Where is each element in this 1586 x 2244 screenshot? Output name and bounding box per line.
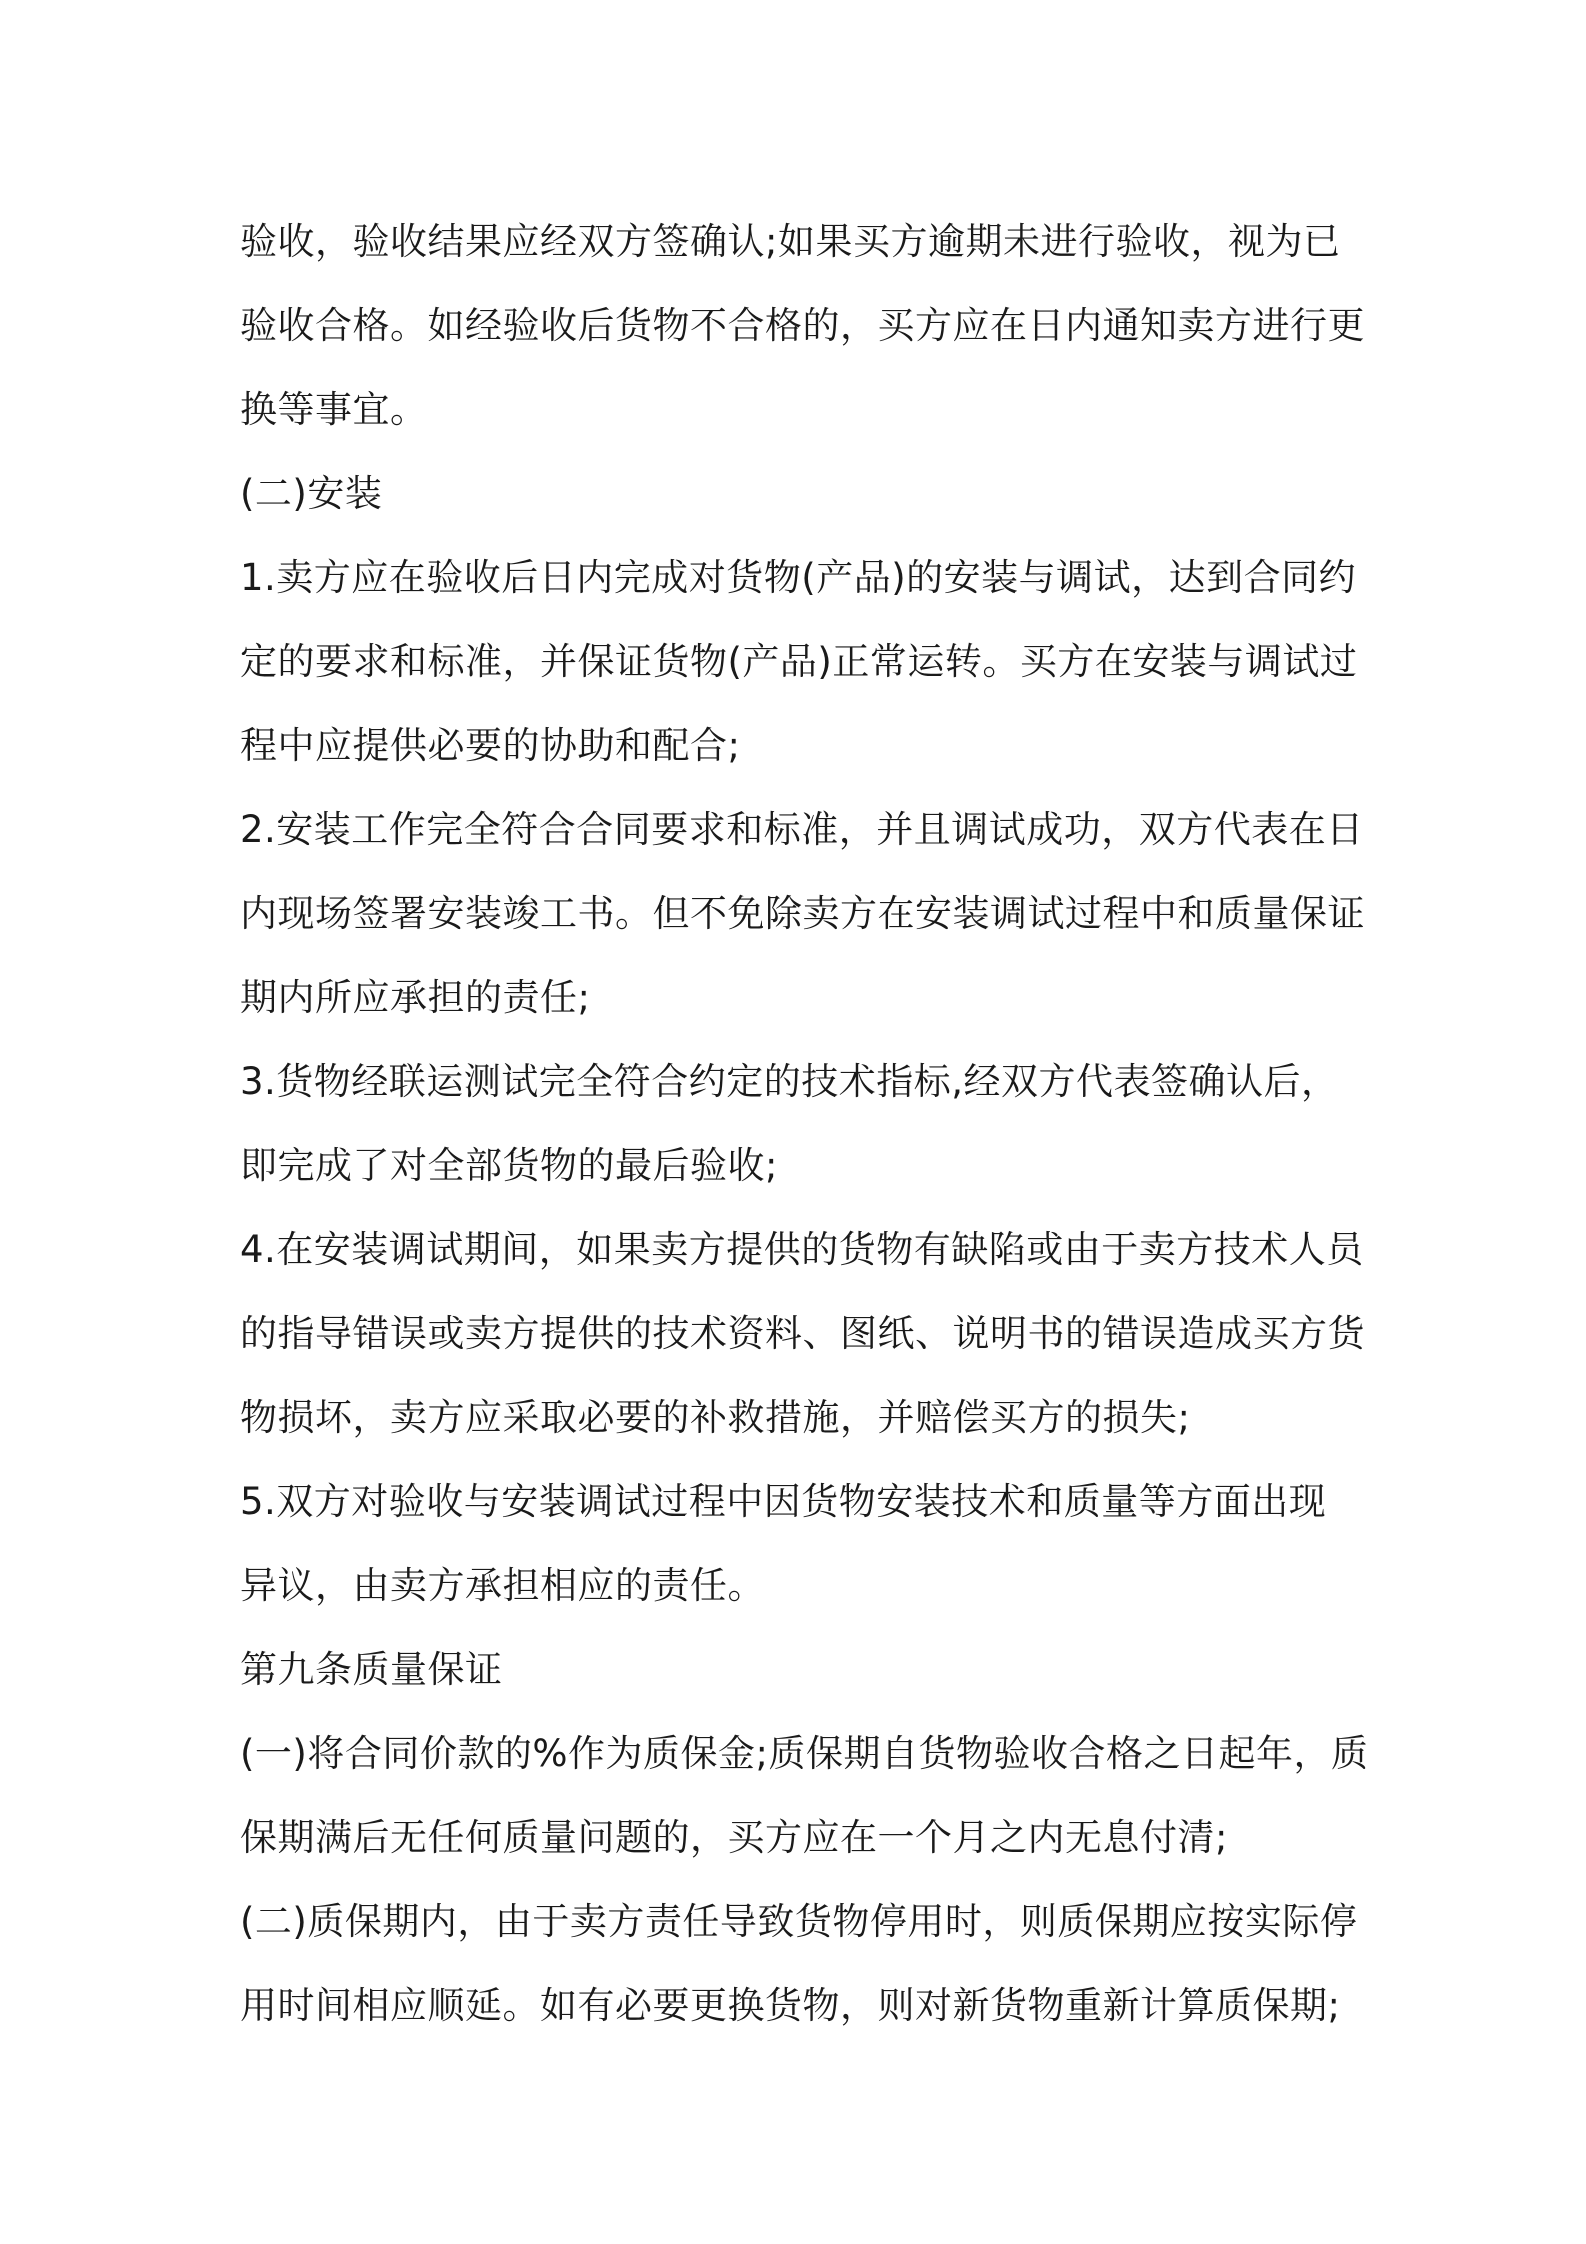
text-line: 期内所应承担的责任;	[240, 976, 591, 1019]
text-line: 即完成了对全部货物的最后验收;	[240, 1144, 778, 1187]
text-line: (二)质保期内，由于卖方责任导致货物停用时，则质保期应按实际停	[240, 1900, 1358, 1943]
text-line: 验收合格。如经验收后货物不合格的，买方应在日内通知卖方进行更	[240, 304, 1365, 347]
text-line: 定的要求和标准，并保证货物(产品)正常运转。买方在安装与调试过	[240, 640, 1358, 683]
article-heading: 第九条质量保证	[240, 1648, 503, 1691]
text-line: 保期满后无任何质量问题的，买方应在一个月之内无息付清;	[240, 1816, 1228, 1859]
text-line: 用时间相应顺延。如有必要更换货物，则对新货物重新计算质保期;	[240, 1984, 1341, 2027]
text-line: (一)将合同价款的%作为质保金;质保期自货物验收合格之日起年，质	[240, 1732, 1369, 1775]
text-line: 内现场签署安装竣工书。但不免除卖方在安装调试过程中和质量保证	[240, 892, 1365, 935]
text-line: 的指导错误或卖方提供的技术资料、图纸、说明书的错误造成买方货	[240, 1312, 1365, 1355]
document-body	[240, 200, 1369, 2048]
text-line: 2.安装工作完全符合合同要求和标准，并且调试成功，双方代表在日	[240, 808, 1364, 851]
text-line: 异议，由卖方承担相应的责任。	[240, 1564, 765, 1607]
text-line: 3.货物经联运测试完全符合约定的技术指标,经双方代表签确认后，	[240, 1060, 1339, 1103]
text-line: 1.卖方应在验收后日内完成对货物(产品)的安装与调试，达到合同约	[240, 556, 1357, 599]
section-heading: (二)安装	[240, 472, 383, 515]
text-line: 换等事宜。	[240, 388, 428, 431]
text-line: 4.在安装调试期间，如果卖方提供的货物有缺陷或由于卖方技术人员	[240, 1228, 1364, 1271]
text-line: 5.双方对验收与安装调试过程中因货物安装技术和质量等方面出现	[240, 1480, 1327, 1523]
text-line: 验收，验收结果应经双方签确认;如果买方逾期未进行验收，视为已	[240, 220, 1341, 263]
text-line: 物损坏，卖方应采取必要的补救措施，并赔偿买方的损失;	[240, 1396, 1191, 1439]
text-line: 程中应提供必要的协助和配合;	[240, 724, 741, 767]
